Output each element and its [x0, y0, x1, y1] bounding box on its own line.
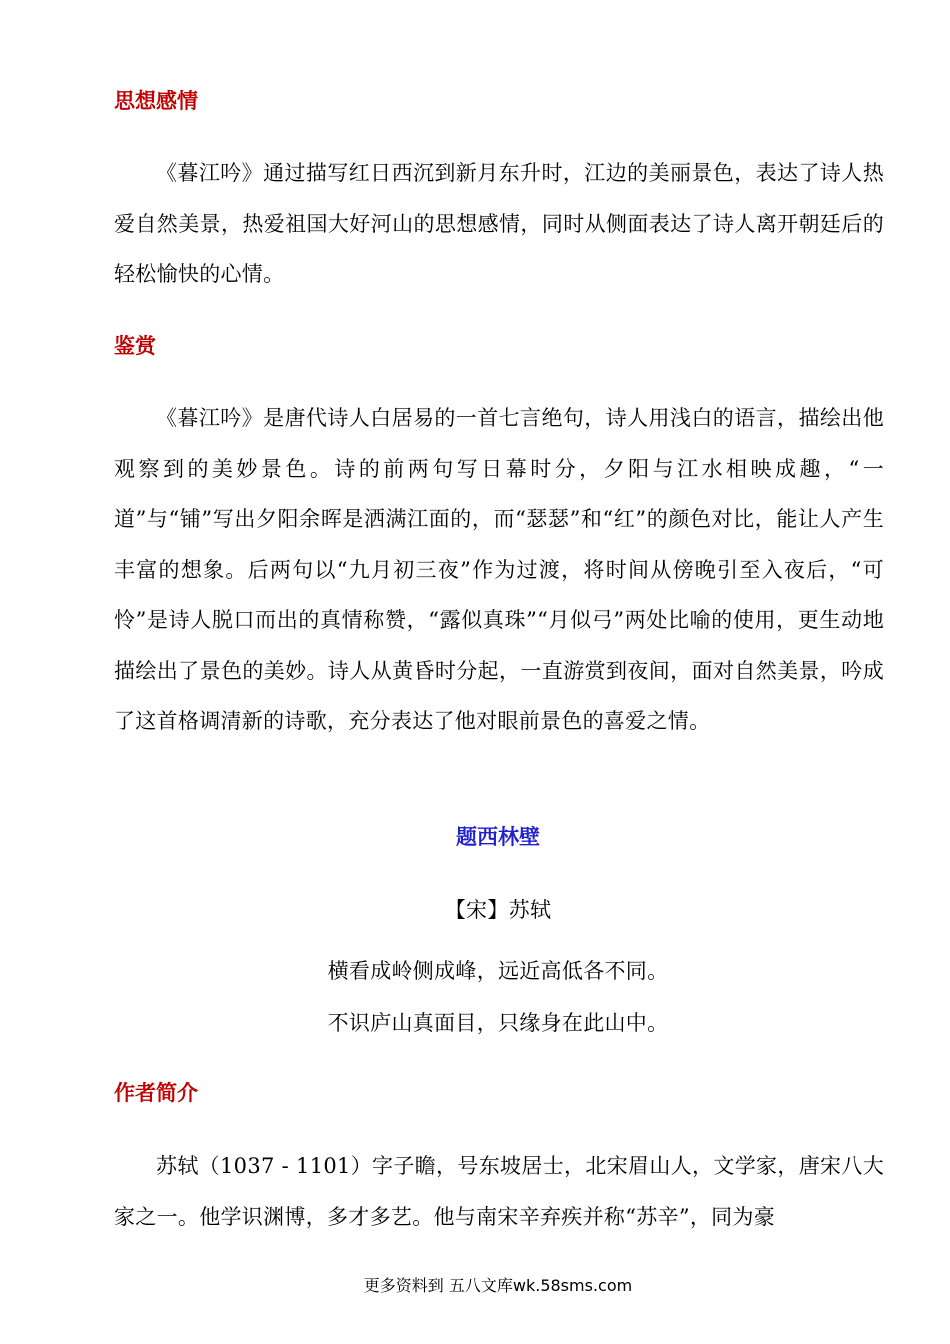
- section-heading-appreciation: 鉴赏: [114, 334, 156, 358]
- author-intro-paragraph: 苏轼（1037 - 1101）字子瞻，号东坡居士，北宋眉山人，文学家，唐宋八大家之一。他学识渊博，多才多艺。他与南宋辛弃疾并称“苏辛”，同为豪: [114, 1154, 884, 1229]
- section-heading-thought: 思想感情: [114, 89, 198, 113]
- poem-line-2: 不识庐山真面目，只缘身在此山中。: [327, 1011, 669, 1035]
- poem-title: 题西林壁: [456, 825, 540, 849]
- footer-link-text: 更多资料到 五八文库wk.58sms.com: [363, 1276, 633, 1295]
- appreciation-paragraph: 《暮江吟》是唐代诗人白居易的一首七言绝句，诗人用浅白的语言，描绘出他观察到的美妙景色。诗的前两句写日幕时分，夕阳与江水相映成趣，“一道”与“铺”写出夕阳余晖是洒满江面的，而“瑟瑟”和“红”的颜色对比，能让人产生丰富的想象。后两句以“九月初三夜”作为过渡，将时间从傍晚引至入夜后，“可怜”是诗人脱口而出的真情称赞，“露似真珠”“月似弓”两处比喻的使用，更生动地描绘出了景色的美妙。诗人从黄昏时分起，一直游赏到夜间，面对自然美景，吟成了这首格调清新的诗歌，充分表达了他对眼前景色的喜爱之情。: [114, 406, 884, 733]
- section-heading-author-intro: 作者简介: [114, 1081, 198, 1105]
- poem-line-1: 横看成岭侧成峰，远近高低各不同。: [327, 959, 669, 983]
- thought-paragraph: 《暮江吟》通过描写红日西沉到新月东升时，江边的美丽景色，表达了诗人热爱自然美景，热爱祖国大好河山的思想感情，同时从侧面表达了诗人离开朝廷后的轻松愉快的心情。: [114, 161, 884, 286]
- poem-author: 【宋】苏轼: [444, 898, 552, 922]
